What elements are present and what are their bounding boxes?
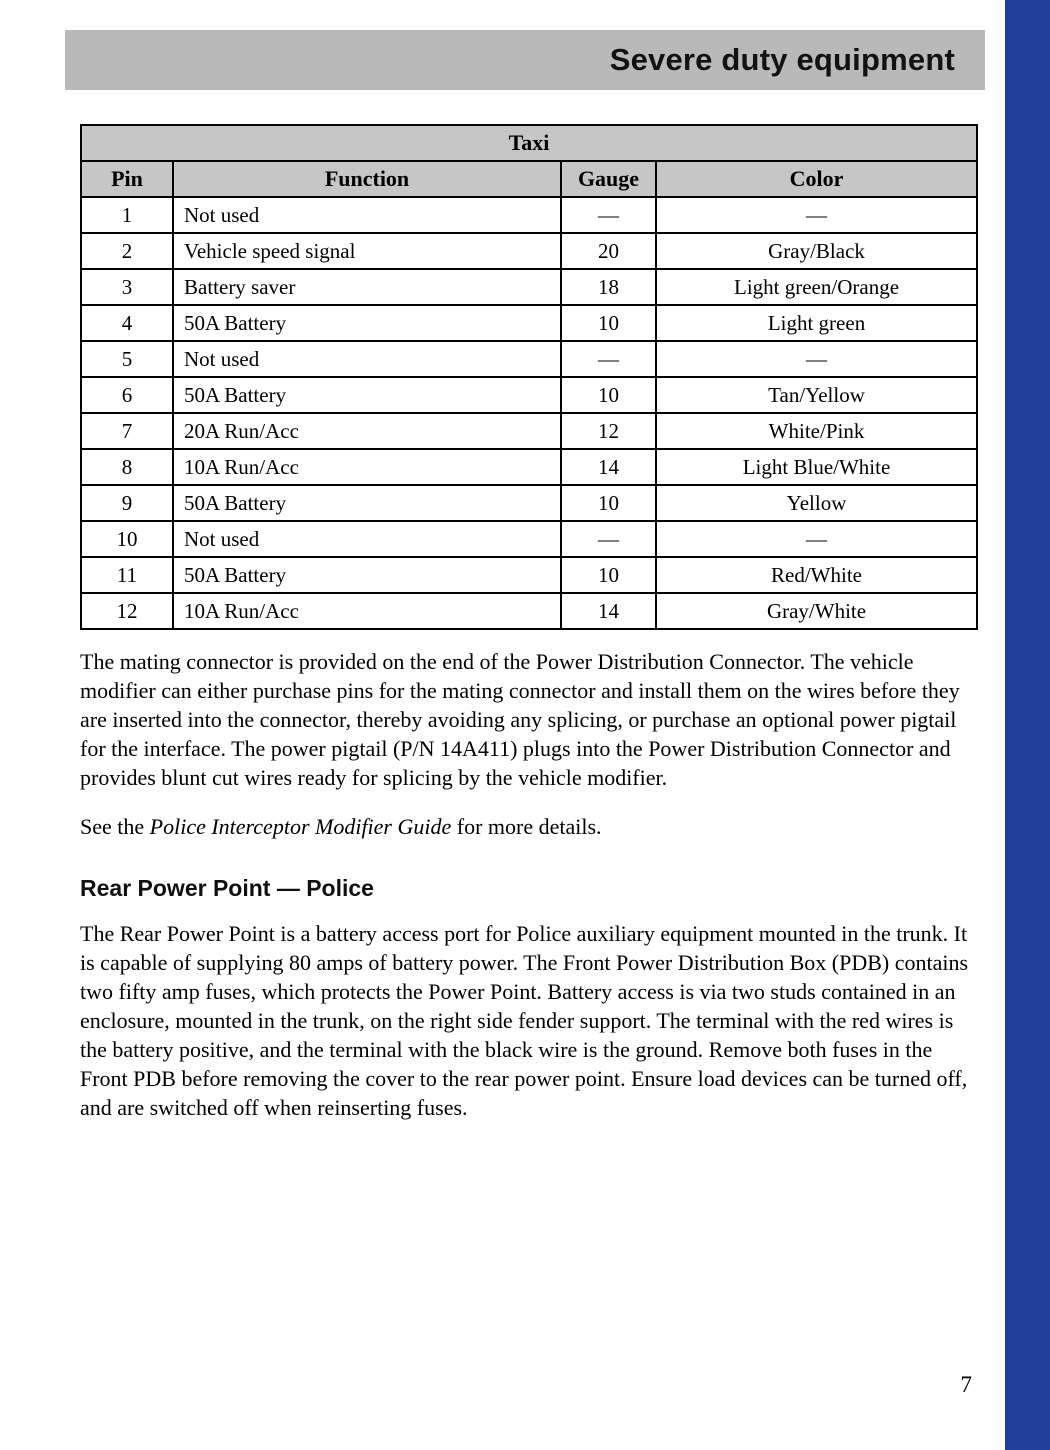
cell-pin: 5 [81, 341, 173, 377]
cell-gauge: 10 [561, 305, 656, 341]
table-title: Taxi [81, 125, 977, 161]
cell-color: Gray/Black [656, 233, 977, 269]
cell-gauge: — [561, 197, 656, 233]
table-row [81, 233, 977, 269]
taxi-table [80, 124, 978, 630]
table-row [81, 269, 977, 305]
cell-color: Red/White [656, 557, 977, 593]
see-suffix: for more details. [451, 814, 602, 839]
cell-color: Tan/Yellow [656, 377, 977, 413]
paragraph-rear-power-point: The Rear Power Point is a battery access port for Police auxiliary equipment mounted in the trunk. It is capable of supplying 80 amps of battery power. The Front Power Distribution Box (PDB) contains two fifty amp fuses, which protects the Power Point. Battery access is via two studs contained in an enclosure, mounted in the trunk, on the right side fender support. The terminal with the red wires is the battery positive, and the terminal with the black wire is the ground. Remove both fuses in the Front PDB before removing the cover to the rear power point. Ensure load devices can be turned off, and are switched off when reinserting fuses. [80, 921, 969, 1120]
table-body [81, 197, 977, 629]
cell-function: 10A Run/Acc [173, 449, 561, 485]
cell-color: Yellow [656, 485, 977, 521]
cell-function: 20A Run/Acc [173, 413, 561, 449]
page-banner [65, 30, 985, 90]
page-edge-blue-bar [1005, 0, 1050, 1450]
column-header-gauge: Gauge [561, 161, 656, 197]
cell-color: Light green [656, 305, 977, 341]
cell-function: Not used [173, 197, 561, 233]
table-row [81, 557, 977, 593]
cell-color: Gray/White [656, 593, 977, 629]
column-header-color: Color [656, 161, 977, 197]
cell-function: 50A Battery [173, 377, 561, 413]
cell-pin: 1 [81, 197, 173, 233]
page-title: Severe duty equipment [609, 42, 955, 77]
column-header-pin: Pin [81, 161, 173, 197]
cell-pin: 10 [81, 521, 173, 557]
cell-function: 50A Battery [173, 305, 561, 341]
cell-function: Not used [173, 341, 561, 377]
table-row [81, 197, 977, 233]
cell-color: Light Blue/White [656, 449, 977, 485]
cell-gauge: 14 [561, 449, 656, 485]
table-row [81, 305, 977, 341]
paragraph-see-reference [80, 812, 976, 841]
page-content [80, 124, 976, 1122]
table-title-row [81, 125, 977, 161]
cell-gauge: 12 [561, 413, 656, 449]
cell-pin: 11 [81, 557, 173, 593]
column-header-function: Function [173, 161, 561, 197]
cell-gauge: 10 [561, 377, 656, 413]
cell-gauge: 14 [561, 593, 656, 629]
cell-function: Not used [173, 521, 561, 557]
cell-pin: 2 [81, 233, 173, 269]
cell-pin: 4 [81, 305, 173, 341]
table-row [81, 341, 977, 377]
table-row [81, 377, 977, 413]
cell-gauge: 10 [561, 485, 656, 521]
cell-gauge: — [561, 521, 656, 557]
page-number: 7 [960, 1372, 972, 1397]
section-heading-rear-power-point: Rear Power Point — Police [80, 875, 374, 901]
cell-gauge: 18 [561, 269, 656, 305]
cell-color: — [656, 197, 977, 233]
cell-gauge: 10 [561, 557, 656, 593]
modifier-guide-title: Police Interceptor Modifier Guide [149, 814, 452, 839]
cell-function: Vehicle speed signal [173, 233, 561, 269]
cell-color: White/Pink [656, 413, 977, 449]
cell-color: Light green/Orange [656, 269, 977, 305]
table-header-row [81, 161, 977, 197]
cell-pin: 7 [81, 413, 173, 449]
cell-pin: 9 [81, 485, 173, 521]
table-row [81, 485, 977, 521]
cell-color: — [656, 521, 977, 557]
table-row [81, 521, 977, 557]
paragraph-mating-connector: The mating connector is provided on the end of the Power Distribution Connector. The vehicle modifier can either purchase pins for the mating connector and install them on the wires before they are inserted into the connector, thereby avoiding any splicing, or purchase an optional power pigtail for the interface. The power pigtail (P/N 14A411) plugs into the Power Distribution Connector and provides blunt cut wires ready for splicing by the vehicle modifier. [80, 649, 960, 790]
cell-function: Battery saver [173, 269, 561, 305]
table-row [81, 413, 977, 449]
cell-function: 10A Run/Acc [173, 593, 561, 629]
cell-pin: 12 [81, 593, 173, 629]
cell-pin: 6 [81, 377, 173, 413]
cell-function: 50A Battery [173, 485, 561, 521]
see-prefix: See the [80, 814, 150, 839]
cell-gauge: — [561, 341, 656, 377]
cell-pin: 8 [81, 449, 173, 485]
table-row [81, 449, 977, 485]
cell-function: 50A Battery [173, 557, 561, 593]
cell-gauge: 20 [561, 233, 656, 269]
cell-color: — [656, 341, 977, 377]
cell-pin: 3 [81, 269, 173, 305]
table-row [81, 593, 977, 629]
